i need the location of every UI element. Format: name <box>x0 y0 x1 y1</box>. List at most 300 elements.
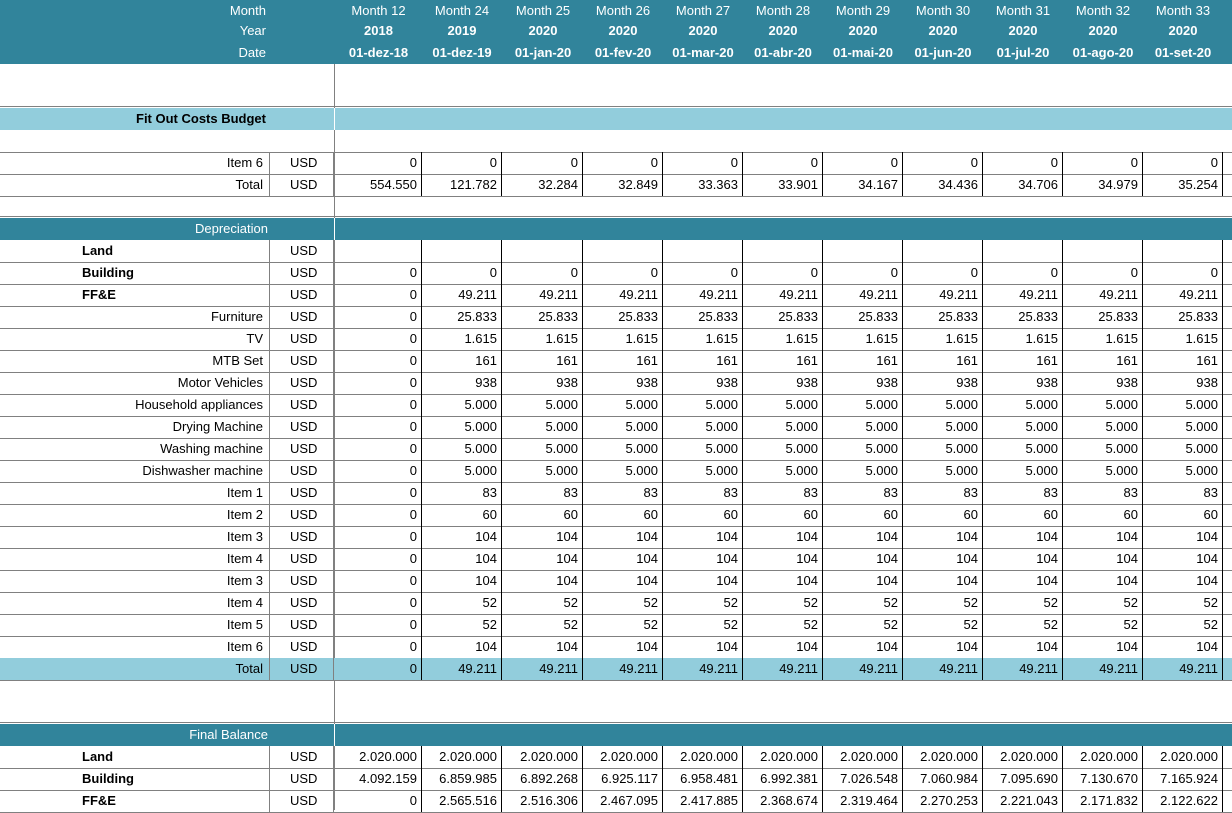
value-cell[interactable]: 1.615 <box>983 328 1063 350</box>
value-cell[interactable]: 7.095.690 <box>983 768 1063 790</box>
value-cell[interactable]: 2.020.000 <box>422 746 502 768</box>
value-cell[interactable]: 104 <box>903 636 983 658</box>
value-cell[interactable]: 83 <box>903 482 983 504</box>
value-cell[interactable]: 49.211 <box>743 658 823 680</box>
row-label[interactable]: Land <box>0 240 270 262</box>
header-year-cell[interactable]: 2020 <box>848 23 878 38</box>
value-cell[interactable]: 34.979 <box>1063 174 1143 196</box>
value-cell[interactable]: 0 <box>583 152 663 174</box>
value-cell[interactable]: 0 <box>1143 262 1223 284</box>
value-cell[interactable] <box>823 240 903 262</box>
value-cell[interactable]: 25.833 <box>1063 306 1143 328</box>
header-year-cell[interactable]: 2020 <box>608 23 638 38</box>
unit-cell[interactable]: USD <box>272 152 334 174</box>
value-cell[interactable]: 938 <box>823 372 903 394</box>
value-cell[interactable]: 2.221.043 <box>983 790 1063 812</box>
value-cell[interactable]: 0 <box>583 262 663 284</box>
value-cell[interactable] <box>743 240 823 262</box>
value-cell[interactable]: 49.211 <box>1063 284 1143 306</box>
value-cell[interactable]: 60 <box>1063 504 1143 526</box>
value-cell[interactable]: 104 <box>903 526 983 548</box>
value-cell[interactable]: 52 <box>983 614 1063 636</box>
value-cell[interactable]: 5.000 <box>983 416 1063 438</box>
value-cell[interactable]: 0 <box>335 504 422 526</box>
value-cell[interactable]: 0 <box>335 548 422 570</box>
value-cell[interactable]: 0 <box>823 262 903 284</box>
value-cell[interactable]: 104 <box>583 570 663 592</box>
value-cell[interactable]: 0 <box>335 328 422 350</box>
value-cell[interactable]: 5.000 <box>823 394 903 416</box>
value-cell[interactable]: 5.000 <box>583 438 663 460</box>
unit-cell[interactable]: USD <box>272 284 334 306</box>
unit-cell[interactable]: USD <box>272 372 334 394</box>
value-cell[interactable]: 7.130.670 <box>1063 768 1143 790</box>
value-cell[interactable]: 49.211 <box>583 284 663 306</box>
header-date-cell[interactable]: 01-abr-20 <box>754 45 812 60</box>
value-cell[interactable]: 2.171.832 <box>1063 790 1143 812</box>
unit-cell[interactable]: USD <box>272 306 334 328</box>
value-cell[interactable]: 5.000 <box>823 416 903 438</box>
value-cell[interactable]: 49.211 <box>1063 658 1143 680</box>
value-cell[interactable]: 104 <box>1143 636 1223 658</box>
value-cell[interactable]: 52 <box>583 592 663 614</box>
value-cell[interactable]: 2.020.000 <box>823 746 903 768</box>
value-cell[interactable]: 52 <box>1143 592 1223 614</box>
header-date-cell[interactable]: 01-dez-19 <box>432 45 492 60</box>
value-cell[interactable]: 0 <box>743 262 823 284</box>
header-month-cell[interactable]: Month 12 <box>351 3 406 18</box>
row-label[interactable]: Drying Machine <box>0 416 270 438</box>
value-cell[interactable]: 0 <box>335 790 422 812</box>
value-cell[interactable]: 0 <box>335 152 422 174</box>
value-cell[interactable]: 938 <box>503 372 583 394</box>
value-cell[interactable]: 5.000 <box>583 460 663 482</box>
value-cell[interactable]: 5.000 <box>823 438 903 460</box>
header-month-cell[interactable]: Month 27 <box>675 3 731 18</box>
header-month-cell[interactable]: Month 33 <box>1155 3 1211 18</box>
value-cell[interactable]: 1.615 <box>422 328 502 350</box>
header-year-cell[interactable]: 2020 <box>1088 23 1118 38</box>
row-label[interactable]: Motor Vehicles <box>0 372 270 394</box>
value-cell[interactable]: 104 <box>663 570 743 592</box>
value-cell[interactable]: 5.000 <box>743 394 823 416</box>
row-label[interactable]: Item 1 <box>0 482 270 504</box>
value-cell[interactable]: 52 <box>983 592 1063 614</box>
value-cell[interactable]: 0 <box>335 570 422 592</box>
value-cell[interactable]: 52 <box>663 592 743 614</box>
value-cell[interactable]: 5.000 <box>743 416 823 438</box>
value-cell[interactable]: 104 <box>422 636 502 658</box>
header-date-cell[interactable]: 01-set-20 <box>1154 45 1212 60</box>
unit-cell[interactable]: USD <box>272 482 334 504</box>
value-cell[interactable]: 104 <box>1063 526 1143 548</box>
header-date-cell[interactable]: 01-mai-20 <box>833 45 893 60</box>
value-cell[interactable]: 5.000 <box>503 394 583 416</box>
depreciation-title[interactable]: Depreciation <box>195 221 268 236</box>
value-cell[interactable]: 6.992.381 <box>743 768 823 790</box>
row-label[interactable]: Item 6 <box>0 636 270 658</box>
value-cell[interactable]: 1.615 <box>663 328 743 350</box>
value-cell[interactable]: 52 <box>1063 614 1143 636</box>
row-label[interactable]: MTB Set <box>0 350 270 372</box>
value-cell[interactable]: 5.000 <box>983 438 1063 460</box>
value-cell[interactable]: 52 <box>823 614 903 636</box>
value-cell[interactable]: 34.706 <box>983 174 1063 196</box>
value-cell[interactable]: 34.167 <box>823 174 903 196</box>
value-cell[interactable] <box>1143 240 1223 262</box>
row-label[interactable]: Item 2 <box>0 504 270 526</box>
value-cell[interactable]: 52 <box>503 592 583 614</box>
value-cell[interactable]: 52 <box>903 614 983 636</box>
value-cell[interactable]: 5.000 <box>503 460 583 482</box>
value-cell[interactable]: 5.000 <box>823 460 903 482</box>
value-cell[interactable]: 104 <box>823 636 903 658</box>
value-cell[interactable]: 5.000 <box>903 416 983 438</box>
value-cell[interactable]: 83 <box>583 482 663 504</box>
value-cell[interactable]: 25.833 <box>823 306 903 328</box>
value-cell[interactable]: 49.211 <box>983 658 1063 680</box>
value-cell[interactable]: 0 <box>422 262 502 284</box>
unit-cell[interactable]: USD <box>272 636 334 658</box>
row-label[interactable]: Total <box>0 174 270 196</box>
value-cell[interactable]: 25.833 <box>903 306 983 328</box>
value-cell[interactable]: 5.000 <box>983 460 1063 482</box>
value-cell[interactable]: 0 <box>335 394 422 416</box>
value-cell[interactable]: 104 <box>503 570 583 592</box>
row-label[interactable]: Furniture <box>0 306 270 328</box>
value-cell[interactable]: 83 <box>503 482 583 504</box>
value-cell[interactable]: 5.000 <box>1063 416 1143 438</box>
value-cell[interactable]: 49.211 <box>903 284 983 306</box>
value-cell[interactable]: 0 <box>663 262 743 284</box>
value-cell[interactable]: 938 <box>1143 372 1223 394</box>
value-cell[interactable]: 0 <box>983 152 1063 174</box>
value-cell[interactable]: 83 <box>1143 482 1223 504</box>
value-cell[interactable]: 25.833 <box>983 306 1063 328</box>
value-cell[interactable]: 60 <box>1143 504 1223 526</box>
value-cell[interactable]: 5.000 <box>663 416 743 438</box>
value-cell[interactable]: 2.020.000 <box>903 746 983 768</box>
row-label[interactable]: Item 3 <box>0 570 270 592</box>
value-cell[interactable]: 0 <box>903 262 983 284</box>
value-cell[interactable]: 0 <box>903 152 983 174</box>
value-cell[interactable]: 161 <box>823 350 903 372</box>
value-cell[interactable]: 104 <box>663 636 743 658</box>
value-cell[interactable]: 49.211 <box>422 658 502 680</box>
row-label[interactable]: Item 6 <box>0 152 270 174</box>
value-cell[interactable]: 2.270.253 <box>903 790 983 812</box>
value-cell[interactable]: 104 <box>743 570 823 592</box>
value-cell[interactable]: 104 <box>903 548 983 570</box>
value-cell[interactable]: 104 <box>983 526 1063 548</box>
value-cell[interactable]: 104 <box>663 526 743 548</box>
value-cell[interactable]: 83 <box>663 482 743 504</box>
value-cell[interactable]: 5.000 <box>743 438 823 460</box>
row-label[interactable]: Land <box>0 746 270 768</box>
value-cell[interactable]: 104 <box>743 636 823 658</box>
value-cell[interactable]: 104 <box>583 526 663 548</box>
value-cell[interactable]: 161 <box>1143 350 1223 372</box>
value-cell[interactable]: 6.925.117 <box>583 768 663 790</box>
value-cell[interactable]: 554.550 <box>335 174 422 196</box>
value-cell[interactable]: 49.211 <box>823 658 903 680</box>
header-date-cell[interactable]: 01-dez-18 <box>348 45 409 60</box>
value-cell[interactable]: 1.615 <box>1063 328 1143 350</box>
value-cell[interactable]: 104 <box>823 570 903 592</box>
value-cell[interactable]: 2.417.885 <box>663 790 743 812</box>
value-cell[interactable]: 52 <box>743 614 823 636</box>
value-cell[interactable]: 5.000 <box>983 394 1063 416</box>
value-cell[interactable]: 2.122.622 <box>1143 790 1223 812</box>
value-cell[interactable]: 0 <box>422 152 502 174</box>
unit-cell[interactable]: USD <box>272 570 334 592</box>
value-cell[interactable]: 5.000 <box>663 460 743 482</box>
value-cell[interactable]: 35.254 <box>1143 174 1223 196</box>
header-month-cell[interactable]: Month 32 <box>1075 3 1131 18</box>
month-label[interactable]: Month <box>229 3 266 18</box>
value-cell[interactable]: 5.000 <box>422 394 502 416</box>
value-cell[interactable]: 33.363 <box>663 174 743 196</box>
value-cell[interactable]: 2.020.000 <box>503 746 583 768</box>
value-cell[interactable]: 60 <box>823 504 903 526</box>
value-cell[interactable]: 0 <box>335 306 422 328</box>
value-cell[interactable]: 161 <box>903 350 983 372</box>
value-cell[interactable]: 104 <box>983 570 1063 592</box>
value-cell[interactable]: 104 <box>823 526 903 548</box>
value-cell[interactable]: 25.833 <box>743 306 823 328</box>
value-cell[interactable]: 104 <box>1143 526 1223 548</box>
final-balance-title[interactable]: Final Balance <box>189 727 268 742</box>
value-cell[interactable]: 161 <box>422 350 502 372</box>
header-month-cell[interactable]: Month 29 <box>835 3 891 18</box>
fit-out-title[interactable]: Fit Out Costs Budget <box>136 111 266 126</box>
value-cell[interactable]: 2.516.306 <box>503 790 583 812</box>
unit-cell[interactable]: USD <box>272 460 334 482</box>
unit-cell[interactable]: USD <box>272 658 334 680</box>
year-label[interactable]: Year <box>239 23 266 38</box>
value-cell[interactable]: 5.000 <box>1143 460 1223 482</box>
value-cell[interactable]: 104 <box>583 636 663 658</box>
value-cell[interactable] <box>422 240 502 262</box>
value-cell[interactable]: 52 <box>1063 592 1143 614</box>
header-year-cell[interactable]: 2020 <box>528 23 558 38</box>
value-cell[interactable]: 1.615 <box>903 328 983 350</box>
value-cell[interactable]: 52 <box>503 614 583 636</box>
row-label[interactable]: Item 3 <box>0 526 270 548</box>
value-cell[interactable]: 5.000 <box>903 460 983 482</box>
header-month-cell[interactable]: Month 30 <box>915 3 971 18</box>
value-cell[interactable]: 60 <box>422 504 502 526</box>
value-cell[interactable]: 5.000 <box>663 438 743 460</box>
value-cell[interactable]: 0 <box>335 372 422 394</box>
header-year-cell[interactable]: 2020 <box>928 23 958 38</box>
value-cell[interactable]: 52 <box>743 592 823 614</box>
value-cell[interactable]: 5.000 <box>583 394 663 416</box>
row-label[interactable]: FF&E <box>0 790 270 812</box>
value-cell[interactable]: 161 <box>663 350 743 372</box>
value-cell[interactable]: 104 <box>903 570 983 592</box>
value-cell[interactable]: 1.615 <box>823 328 903 350</box>
value-cell[interactable]: 1.615 <box>743 328 823 350</box>
value-cell[interactable]: 33.901 <box>743 174 823 196</box>
value-cell[interactable]: 52 <box>903 592 983 614</box>
value-cell[interactable]: 2.565.516 <box>422 790 502 812</box>
value-cell[interactable]: 52 <box>823 592 903 614</box>
value-cell[interactable]: 5.000 <box>903 394 983 416</box>
unit-cell[interactable]: USD <box>272 504 334 526</box>
unit-cell[interactable]: USD <box>272 790 334 812</box>
value-cell[interactable]: 5.000 <box>422 438 502 460</box>
value-cell[interactable]: 60 <box>503 504 583 526</box>
value-cell[interactable]: 104 <box>1143 548 1223 570</box>
value-cell[interactable]: 104 <box>422 548 502 570</box>
value-cell[interactable]: 52 <box>422 592 502 614</box>
unit-cell[interactable]: USD <box>272 746 334 768</box>
value-cell[interactable]: 0 <box>663 152 743 174</box>
value-cell[interactable]: 938 <box>903 372 983 394</box>
value-cell[interactable]: 161 <box>583 350 663 372</box>
value-cell[interactable]: 5.000 <box>583 416 663 438</box>
value-cell[interactable]: 25.833 <box>422 306 502 328</box>
unit-cell[interactable]: USD <box>272 614 334 636</box>
value-cell[interactable]: 49.211 <box>743 284 823 306</box>
header-date-cell[interactable]: 01-jun-20 <box>914 45 972 60</box>
header-year-cell[interactable]: 2019 <box>447 23 477 38</box>
value-cell[interactable]: 1.615 <box>503 328 583 350</box>
value-cell[interactable]: 5.000 <box>1143 394 1223 416</box>
value-cell[interactable]: 0 <box>1063 262 1143 284</box>
value-cell[interactable]: 0 <box>983 262 1063 284</box>
value-cell[interactable]: 104 <box>823 548 903 570</box>
value-cell[interactable]: 7.026.548 <box>823 768 903 790</box>
value-cell[interactable]: 25.833 <box>1143 306 1223 328</box>
value-cell[interactable]: 938 <box>983 372 1063 394</box>
value-cell[interactable]: 5.000 <box>503 416 583 438</box>
value-cell[interactable] <box>903 240 983 262</box>
header-month-cell[interactable]: Month 28 <box>755 3 811 18</box>
value-cell[interactable]: 2.319.464 <box>823 790 903 812</box>
value-cell[interactable]: 4.092.159 <box>335 768 422 790</box>
value-cell[interactable]: 0 <box>335 284 422 306</box>
unit-cell[interactable]: USD <box>272 592 334 614</box>
value-cell[interactable]: 0 <box>503 262 583 284</box>
value-cell[interactable]: 60 <box>743 504 823 526</box>
value-cell[interactable]: 0 <box>335 526 422 548</box>
row-label[interactable]: Item 4 <box>0 592 270 614</box>
header-year-cell[interactable]: 2018 <box>364 23 393 38</box>
value-cell[interactable]: 52 <box>583 614 663 636</box>
value-cell[interactable]: 83 <box>823 482 903 504</box>
value-cell[interactable]: 60 <box>903 504 983 526</box>
unit-cell[interactable]: USD <box>272 262 334 284</box>
value-cell[interactable]: 5.000 <box>743 460 823 482</box>
value-cell[interactable]: 52 <box>422 614 502 636</box>
row-label[interactable]: Building <box>0 262 270 284</box>
value-cell[interactable]: 2.020.000 <box>583 746 663 768</box>
value-cell[interactable]: 0 <box>1063 152 1143 174</box>
value-cell[interactable]: 104 <box>743 526 823 548</box>
value-cell[interactable] <box>983 240 1063 262</box>
value-cell[interactable]: 5.000 <box>903 438 983 460</box>
value-cell[interactable]: 25.833 <box>663 306 743 328</box>
value-cell[interactable]: 0 <box>335 614 422 636</box>
value-cell[interactable]: 5.000 <box>422 416 502 438</box>
value-cell[interactable] <box>663 240 743 262</box>
value-cell[interactable] <box>583 240 663 262</box>
value-cell[interactable]: 938 <box>663 372 743 394</box>
value-cell[interactable]: 938 <box>1063 372 1143 394</box>
value-cell[interactable]: 104 <box>983 636 1063 658</box>
value-cell[interactable]: 60 <box>583 504 663 526</box>
header-date-cell[interactable]: 01-jan-20 <box>514 45 572 60</box>
unit-cell[interactable]: USD <box>272 394 334 416</box>
value-cell[interactable]: 0 <box>335 460 422 482</box>
value-cell[interactable]: 104 <box>583 548 663 570</box>
value-cell[interactable]: 60 <box>663 504 743 526</box>
unit-cell[interactable]: USD <box>272 328 334 350</box>
value-cell[interactable]: 83 <box>422 482 502 504</box>
value-cell[interactable]: 32.849 <box>583 174 663 196</box>
value-cell[interactable]: 2.020.000 <box>983 746 1063 768</box>
value-cell[interactable]: 0 <box>335 350 422 372</box>
value-cell[interactable]: 5.000 <box>1063 438 1143 460</box>
value-cell[interactable]: 49.211 <box>983 284 1063 306</box>
value-cell[interactable]: 161 <box>1063 350 1143 372</box>
header-month-cell[interactable]: Month 25 <box>515 3 571 18</box>
value-cell[interactable]: 49.211 <box>663 284 743 306</box>
row-label[interactable]: Item 5 <box>0 614 270 636</box>
value-cell[interactable]: 7.165.924 <box>1143 768 1223 790</box>
value-cell[interactable]: 83 <box>1063 482 1143 504</box>
value-cell[interactable] <box>335 240 422 262</box>
value-cell[interactable]: 52 <box>663 614 743 636</box>
header-month-cell[interactable]: Month 24 <box>434 3 490 18</box>
value-cell[interactable]: 49.211 <box>503 284 583 306</box>
header-date-cell[interactable]: 01-jul-20 <box>996 45 1050 60</box>
value-cell[interactable]: 0 <box>335 482 422 504</box>
header-month-cell[interactable]: Month 26 <box>595 3 651 18</box>
header-month-cell[interactable]: Month 31 <box>995 3 1051 18</box>
value-cell[interactable]: 104 <box>1063 548 1143 570</box>
value-cell[interactable]: 25.833 <box>583 306 663 328</box>
value-cell[interactable]: 0 <box>823 152 903 174</box>
value-cell[interactable]: 2.020.000 <box>1143 746 1223 768</box>
value-cell[interactable]: 104 <box>743 548 823 570</box>
value-cell[interactable]: 5.000 <box>1063 460 1143 482</box>
value-cell[interactable]: 83 <box>983 482 1063 504</box>
value-cell[interactable]: 34.436 <box>903 174 983 196</box>
value-cell[interactable]: 6.958.481 <box>663 768 743 790</box>
value-cell[interactable]: 104 <box>422 570 502 592</box>
value-cell[interactable]: 6.859.985 <box>422 768 502 790</box>
row-label[interactable]: Building <box>0 768 270 790</box>
value-cell[interactable]: 5.000 <box>1063 394 1143 416</box>
value-cell[interactable]: 6.892.268 <box>503 768 583 790</box>
header-year-cell[interactable]: 2020 <box>1008 23 1038 38</box>
value-cell[interactable] <box>503 240 583 262</box>
value-cell[interactable]: 104 <box>663 548 743 570</box>
value-cell[interactable]: 49.211 <box>663 658 743 680</box>
value-cell[interactable]: 7.060.984 <box>903 768 983 790</box>
value-cell[interactable]: 2.020.000 <box>743 746 823 768</box>
value-cell[interactable]: 49.211 <box>1143 658 1223 680</box>
value-cell[interactable]: 5.000 <box>422 460 502 482</box>
value-cell[interactable]: 49.211 <box>583 658 663 680</box>
value-cell[interactable]: 938 <box>583 372 663 394</box>
value-cell[interactable]: 104 <box>503 636 583 658</box>
unit-cell[interactable]: USD <box>272 240 334 262</box>
row-label[interactable]: Dishwasher machine <box>0 460 270 482</box>
